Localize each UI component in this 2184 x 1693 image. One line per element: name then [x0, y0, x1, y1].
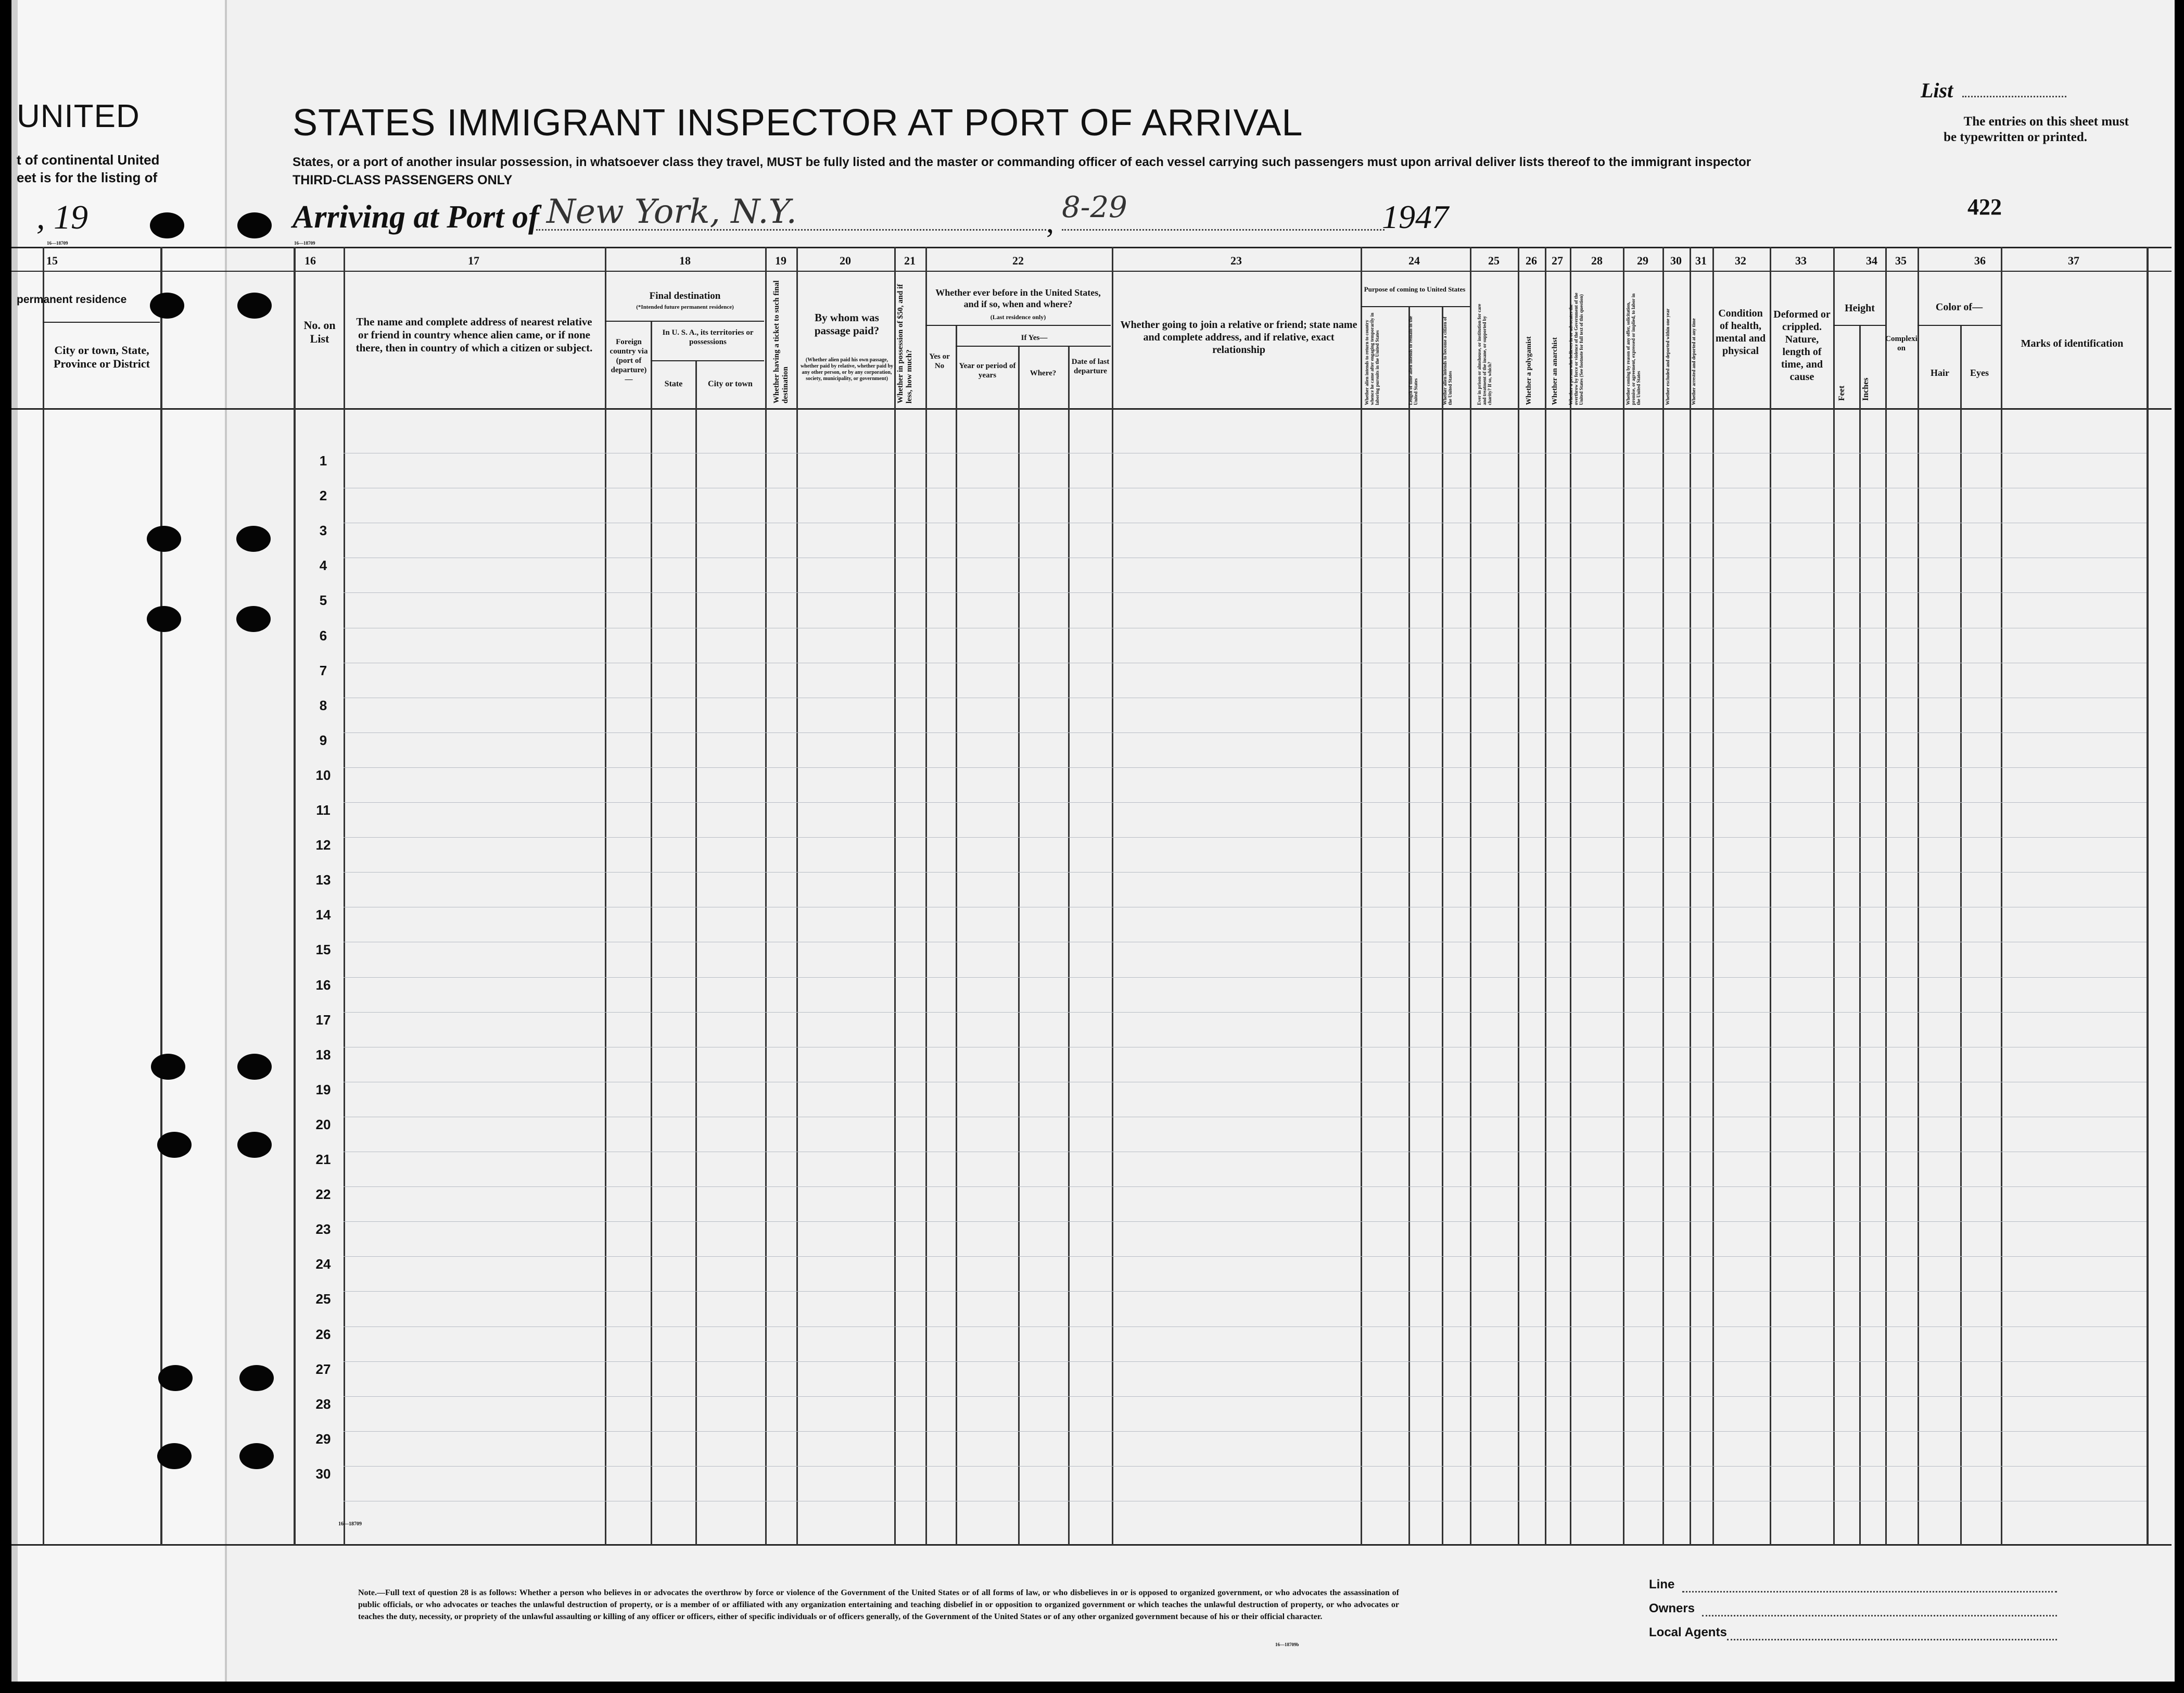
header-ever-before: Whether ever before in the United States, and if so, when and where?	[935, 287, 1101, 309]
row-number: 20	[315, 1116, 331, 1132]
punch-hole	[150, 293, 184, 319]
column-rule	[894, 247, 896, 1545]
column-rule	[1570, 247, 1571, 1545]
column-number: 29	[1637, 254, 1648, 267]
column-rule	[1518, 247, 1519, 1545]
sheet-number: 422	[1967, 194, 2002, 220]
row-rule	[344, 1466, 2147, 1467]
header-state: State	[664, 380, 683, 388]
column-rule	[765, 247, 767, 1545]
year-value[interactable]: 1947	[1382, 198, 1449, 235]
header-nearest-relative: The name and complete address of nearest relative or friend in country whence alien came, or if none there, then in country of which a citizen or subject.	[355, 315, 593, 355]
column-rule	[344, 247, 345, 1545]
column-number: 17	[468, 254, 479, 267]
header-passage-paid: By whom was passage paid?	[814, 311, 880, 337]
header-arrested: Whether arrested and deported at any time	[1691, 318, 1696, 405]
header-purpose-length: Length of time alien intends to remain in the United States	[1408, 316, 1418, 405]
row-number: 6	[319, 627, 327, 643]
punch-hole	[236, 526, 271, 552]
header-usa: In U. S. A., its territories or possessions	[662, 329, 754, 346]
column-rule	[1545, 247, 1546, 1545]
row-rule	[344, 872, 2147, 873]
column-rule	[1712, 247, 1714, 1545]
local-agents-label: Local Agents	[1649, 1625, 1727, 1639]
header-excluded: Whether excluded and deported within one year	[1665, 308, 1670, 405]
row-number: 10	[315, 767, 331, 783]
punch-hole	[147, 606, 181, 632]
column-number: 37	[2068, 254, 2079, 267]
color-divider	[1918, 325, 2001, 326]
column-number: 27	[1552, 254, 1563, 267]
row-number: 5	[319, 592, 327, 609]
header-polygamist: Whether a polygamist	[1525, 336, 1533, 405]
column-rule	[796, 247, 798, 1545]
column-rule	[2001, 247, 2002, 1545]
header-yes-no: Yes or No	[929, 352, 950, 370]
column-number: 15	[46, 254, 58, 267]
header-city-state: City or town, State, Province or District	[54, 344, 150, 371]
row-number: 18	[315, 1046, 331, 1063]
left-subtitle-2: eet is for the listing of	[17, 170, 158, 185]
header-if-yes: If Yes—	[1021, 334, 1048, 342]
column-number: 35	[1895, 254, 1907, 267]
header-purpose-return: Whether alien intends to return to country whence he came after engaging temporarily in laboring pursuits in the United States	[1364, 312, 1380, 405]
column-rule	[1623, 247, 1624, 1545]
row-rule	[344, 1291, 2147, 1292]
column-number: 21	[904, 254, 916, 267]
column-rule	[1442, 306, 1443, 1545]
column-number-divider	[11, 271, 2172, 272]
punch-hole	[151, 1054, 185, 1080]
column-rule	[1770, 247, 1771, 1545]
row-number: 14	[315, 907, 331, 923]
form-title: STATES IMMIGRANT INSPECTOR AT PORT OF ARRIVAL	[293, 102, 1303, 144]
form-code-left: 16—18709	[47, 241, 68, 246]
column-rule	[1018, 346, 1020, 1545]
row-rule	[344, 592, 2147, 593]
header-final-destination: Final destination	[649, 290, 721, 301]
entries-note-2: be typewritten or printed.	[1944, 130, 2087, 144]
header-feet: Feet	[1837, 385, 1846, 401]
column-rule	[1885, 247, 1887, 1545]
header-overthrow: Whether a person who believes in or advocates the overthrow by force or violence of the Government of the United States (See footnote for full text of this question)	[1568, 293, 1584, 405]
header-height: Height	[1845, 302, 1875, 314]
row-number: 4	[319, 558, 327, 574]
ifyes-divider	[956, 346, 1111, 347]
header-purpose-citizen: Whether alien intends to become a citizen of the United States	[1442, 317, 1453, 405]
row-rule	[344, 1186, 2147, 1187]
table-bottom-border	[11, 1544, 2172, 1546]
punch-hole	[239, 1365, 274, 1391]
row-number: 29	[315, 1431, 331, 1447]
column-rule	[1662, 247, 1664, 1545]
row-number: 17	[315, 1012, 331, 1028]
line-field[interactable]	[1682, 1591, 2057, 1593]
owners-field[interactable]	[1702, 1615, 2057, 1616]
column-number: 33	[1795, 254, 1807, 267]
column-rule	[1470, 247, 1471, 1545]
row-rule	[344, 837, 2147, 838]
header-last-departure: Date of last departure	[1071, 358, 1110, 375]
header-hair: Hair	[1931, 368, 1949, 378]
column-number: 16	[304, 254, 316, 267]
row-number: 22	[315, 1186, 331, 1203]
header-eyes: Eyes	[1970, 368, 1989, 378]
owners-label: Owners	[1649, 1601, 1695, 1615]
date-value[interactable]: 8-29	[1062, 191, 1127, 224]
header-color-of: Color of—	[1935, 301, 1983, 313]
header-bottom-border	[11, 408, 2172, 410]
line-label: Line	[1649, 1577, 1675, 1591]
header-no-on-list: No. on List	[303, 319, 336, 346]
column-rule	[1361, 247, 1362, 1545]
column-rule	[43, 247, 44, 1545]
header-city-town: City or town	[708, 380, 753, 388]
form-subtitle: States, or a port of another insular possession, in whatsoever class they travel, MUST be fully listed and the master or commanding officer of each vessel carrying such passengers must upon arrival deliver lists thereof to the immigrant inspector	[293, 155, 1751, 169]
header-complexion: Complexion	[1885, 335, 1918, 352]
column-number: 26	[1526, 254, 1537, 267]
column-rule	[925, 247, 927, 1545]
header-prison: Ever in prison or almshouse, or institution for care and treatment of the insane, or supported by charity? If so, which?	[1477, 304, 1492, 405]
row-rule	[344, 1012, 2147, 1013]
page-edge	[11, 0, 18, 1682]
header-ticket: Whether having a ticket to such final destination	[772, 280, 790, 403]
row-rule	[344, 977, 2147, 978]
row-rule	[344, 1326, 2147, 1327]
row-number: 28	[315, 1396, 331, 1412]
row-rule	[344, 1256, 2147, 1257]
form-code-bottom: 16—18709	[338, 1521, 362, 1527]
left-subtitle-1: t of continental United	[17, 152, 160, 168]
row-number: 8	[319, 697, 327, 713]
punch-hole	[237, 1054, 272, 1080]
list-field[interactable]	[1962, 96, 2066, 97]
column-rule	[605, 247, 606, 1545]
arriving-label: Arriving at Port of	[293, 199, 539, 235]
punch-hole	[236, 606, 271, 632]
punch-hole	[147, 526, 181, 552]
row-number: 12	[315, 837, 331, 853]
column-rule	[1960, 325, 1962, 1545]
list-label: List	[1921, 79, 1953, 102]
table-top-border	[11, 247, 2172, 248]
row-rule	[344, 732, 2147, 733]
form-code-main: 16—18709	[294, 241, 315, 246]
punch-hole	[157, 1132, 192, 1158]
row-number: 2	[319, 488, 327, 504]
column-rule	[2147, 247, 2149, 1545]
port-value[interactable]: New York, N.Y.	[547, 193, 797, 231]
column-rule	[956, 325, 957, 1545]
header-join-relative: Whether going to join a relative or friend; state name and complete address, and if relative, exact relationship	[1120, 319, 1357, 356]
column-rule	[1068, 346, 1070, 1545]
header-marks: Marks of identification	[2021, 338, 2124, 349]
height-divider	[1833, 325, 1885, 326]
row-number: 23	[315, 1221, 331, 1237]
column-number: 22	[1012, 254, 1024, 267]
header-permanent-residence: permanent residence	[17, 294, 127, 306]
row-number: 16	[315, 977, 331, 993]
punch-hole	[237, 1132, 272, 1158]
row-number: 1	[319, 453, 327, 469]
row-number: 19	[315, 1081, 331, 1097]
row-number: 26	[315, 1326, 331, 1342]
dest-divider	[605, 321, 764, 322]
row-rule	[344, 802, 2147, 803]
row-number: 7	[319, 662, 327, 678]
punch-hole	[239, 1443, 274, 1469]
column-number: 34	[1866, 254, 1877, 267]
form-code-footer: 16—18709b	[1275, 1642, 1299, 1647]
header-last-residence: (Last residence only)	[990, 313, 1046, 321]
row-number: 9	[319, 732, 327, 748]
column-rule	[695, 360, 697, 1545]
header-where: Where?	[1030, 369, 1057, 377]
row-rule	[344, 767, 2147, 768]
column-number: 31	[1695, 254, 1707, 267]
class-line: THIRD-CLASS PASSENGERS ONLY	[293, 173, 513, 187]
row-rule	[344, 1396, 2147, 1397]
column-number: 20	[840, 254, 851, 267]
column-number: 30	[1670, 254, 1682, 267]
header-condition: Condition of health, mental and physical	[1715, 308, 1766, 357]
column-number: 32	[1735, 254, 1746, 267]
row-number: 11	[316, 802, 331, 818]
row-number: 30	[315, 1465, 331, 1482]
column-rule	[1859, 325, 1861, 1545]
row-rule	[344, 1361, 2147, 1362]
page-fold	[225, 0, 227, 1682]
header-inches: Inches	[1861, 377, 1870, 401]
footnote-question-28: Note.—Full text of question 28 is as follows: Whether a person who believes in or advocates the overthrow by force or violence of the Government of the United States or of all forms of law, or who disbelieves in or is opposed to organized government, or who advocates the assassination of public officials, or who advocates or teaches the unlawful destruction of property, or is a member of or affiliated with any organization entertaining and teaching disbelief in or opposition to organized government or which teaches the unlawful destruction of property, or who advocates or teaches the duty, necessity, or propriety of the unlawful assaulting or killing of any officer or officers, either of specific individuals or of officers generally, of the Government of the United States or of any other organized government because of his or their official character.	[358, 1588, 1399, 1622]
column-number: 18	[679, 254, 691, 267]
punch-hole	[237, 212, 272, 238]
column-number: 23	[1230, 254, 1242, 267]
column-number: 19	[775, 254, 786, 267]
left-year-prefix: , 19	[36, 198, 88, 236]
usa-divider	[651, 360, 764, 361]
date-field-line	[1062, 229, 1385, 231]
row-number: 3	[319, 523, 327, 539]
column-rule	[1918, 247, 1919, 1545]
row-number: 27	[315, 1361, 331, 1377]
punch-hole	[158, 1365, 193, 1391]
row-rule	[344, 1431, 2147, 1432]
row-number: 24	[315, 1256, 331, 1272]
column-rule	[1833, 247, 1835, 1545]
local-agents-field[interactable]	[1727, 1639, 2057, 1640]
column-number: 28	[1591, 254, 1603, 267]
column-rule	[1408, 306, 1410, 1545]
header-final-destination-note: (*Intended future permanent residence)	[636, 304, 734, 310]
header-passage-note: (Whether alien paid his own passage, whether paid by relative, whether paid by any other person, or by any corporation, society, municipality, or government)	[800, 357, 894, 382]
ever-divider	[925, 325, 1111, 326]
row-rule	[344, 1221, 2147, 1222]
header-foreign-country: Foreign country via (port of departure)—	[610, 338, 648, 384]
residence-subdivider	[43, 322, 160, 323]
column-rule	[294, 247, 296, 1545]
column-rule	[1112, 247, 1113, 1545]
entries-note-1: The entries on this sheet must	[1963, 115, 2129, 129]
header-deformed: Deformed or crippled. Nature, length of time, and cause	[1773, 309, 1831, 383]
header-50-dollars: Whether in possession of $50, and if less, how much?	[896, 284, 914, 403]
header-labor-offer: Whether coming by reason of any offer, solicitation, promise, or agreement, expressed or implied, to labor in the United States	[1626, 293, 1641, 405]
header-anarchist: Whether an anarchist	[1551, 337, 1559, 405]
header-purpose: Purpose of coming to United States	[1364, 285, 1466, 293]
column-rule	[1690, 247, 1691, 1545]
punch-hole	[237, 293, 272, 319]
row-number: 21	[315, 1152, 331, 1167]
header-year-period: Year or period of years	[959, 362, 1016, 380]
punch-hole	[157, 1443, 192, 1469]
row-number: 13	[315, 872, 331, 888]
column-number: 25	[1488, 254, 1500, 267]
comma-1: ,	[1046, 205, 1054, 239]
row-number: 25	[315, 1291, 331, 1307]
title-left: UNITED	[17, 98, 140, 134]
punch-hole	[150, 212, 184, 238]
row-number: 15	[315, 942, 331, 958]
purpose-divider	[1361, 306, 1470, 307]
column-rule	[160, 247, 162, 1545]
column-number: 24	[1408, 254, 1420, 267]
column-number: 36	[1974, 254, 1986, 267]
